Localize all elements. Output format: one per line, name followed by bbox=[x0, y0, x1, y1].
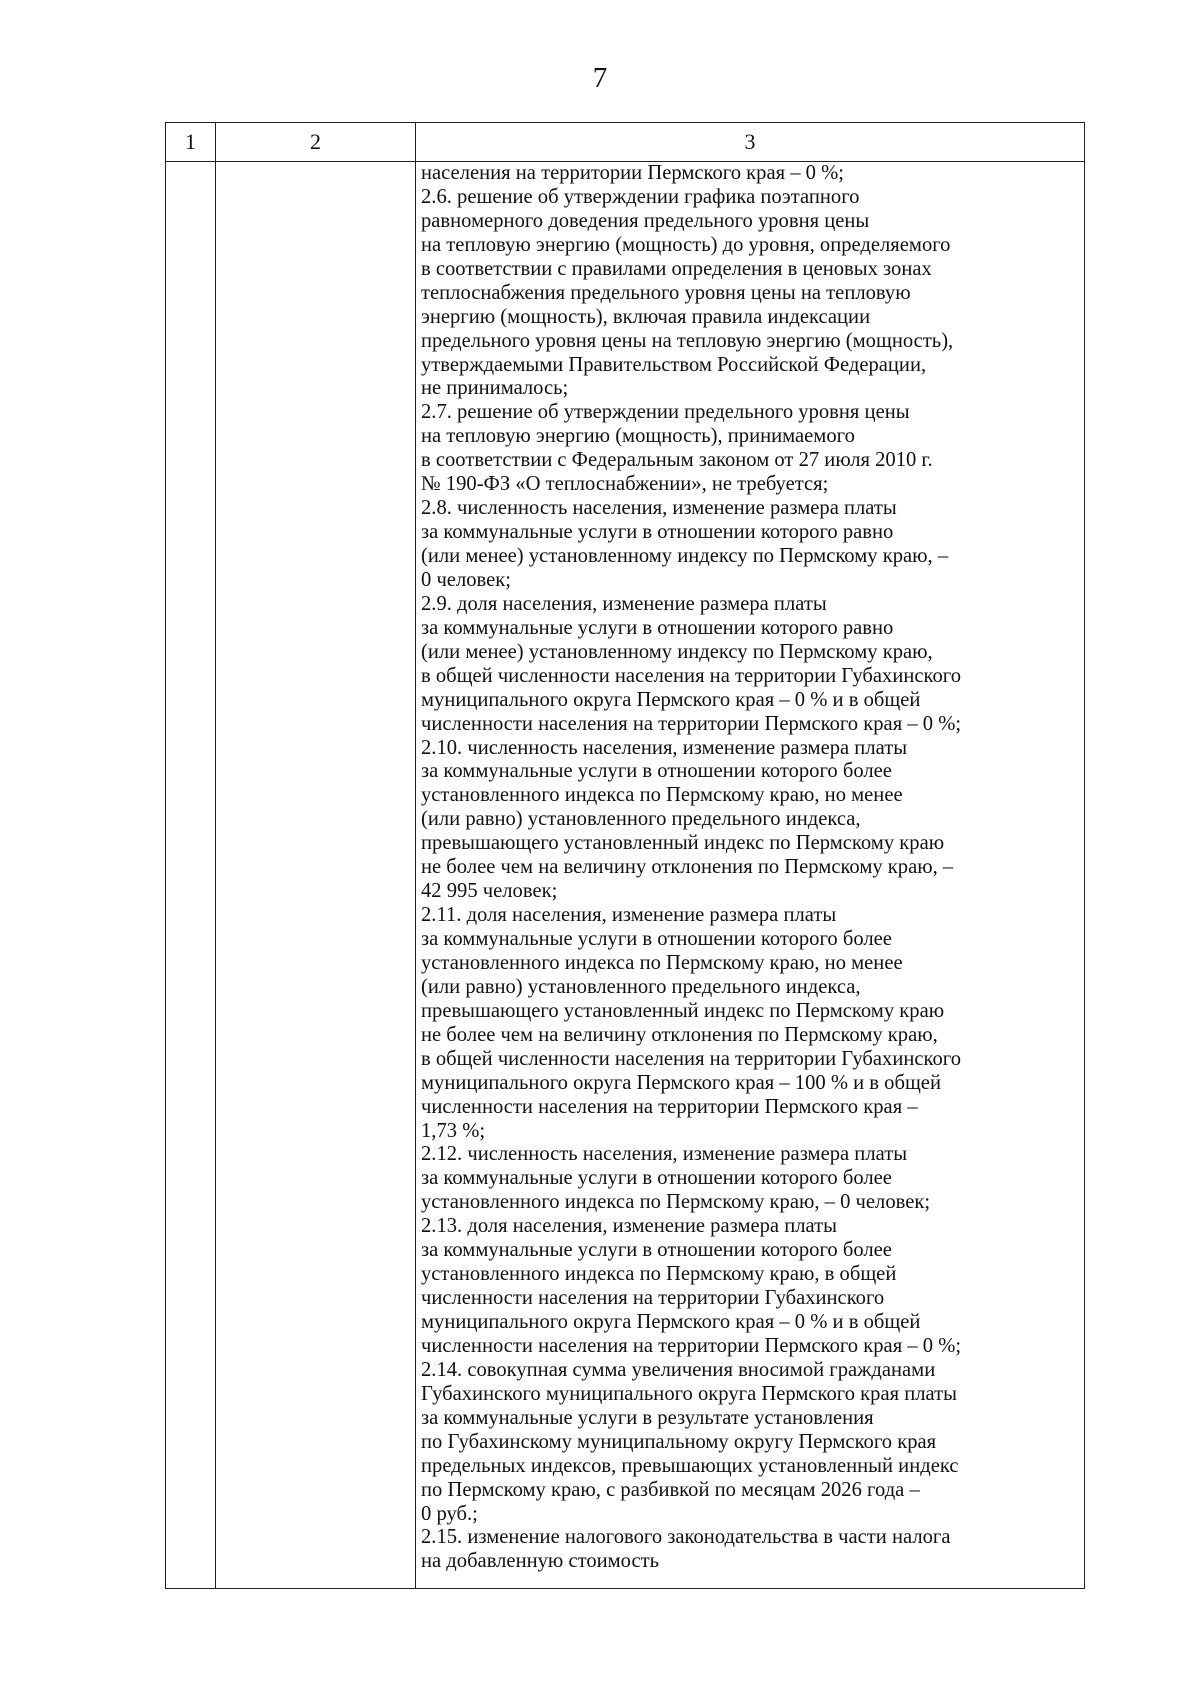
text-line: установленного индекса по Пермскому краю, но менее bbox=[421, 951, 903, 974]
text-line: 2.15. изменение налогового законодательства в части налога bbox=[421, 1526, 951, 1549]
text-line: Губахинского муниципального округа Пермского края платы bbox=[421, 1382, 957, 1405]
text-line: за коммунальные услуги в результате установления bbox=[421, 1406, 874, 1429]
text-line: не принималось; bbox=[421, 377, 569, 400]
cell-col-2 bbox=[216, 162, 416, 1589]
text-line: в общей численности населения на территории Губахинского bbox=[421, 1047, 961, 1070]
text-line: населения на территории Пермского края – 0 %; bbox=[421, 162, 844, 184]
cell-col-1 bbox=[166, 162, 216, 1589]
text-line: 2.10. численность населения, изменение размера платы bbox=[421, 736, 908, 759]
text-line: по Пермскому краю, с разбивкой по месяцам 2026 года – bbox=[421, 1478, 920, 1501]
text-line: 2.7. решение об утверждении предельного уровня цены bbox=[421, 401, 910, 424]
text-line: муниципального округа Пермского края – 100 % и в общей bbox=[421, 1071, 941, 1094]
text-line: за коммунальные услуги в отношении которого более bbox=[421, 928, 892, 950]
text-line: 0 руб.; bbox=[421, 1502, 478, 1525]
text-line: установленного индекса по Пермскому краю, – 0 человек; bbox=[421, 1191, 931, 1214]
cell-col-3 bbox=[416, 162, 1085, 1589]
text-line: 2.13. доля населения, изменение размера платы bbox=[421, 1215, 837, 1238]
column-header-3: 3 bbox=[416, 123, 1085, 162]
text-line: численности населения на территории Пермского края – bbox=[421, 1095, 918, 1118]
text-line: 0 человек; bbox=[421, 568, 511, 591]
text-line: в соответствии с правилами определения в ценовых зонах bbox=[421, 257, 932, 280]
text-line: в общей численности населения на территории Губахинского bbox=[421, 664, 961, 687]
text-line: муниципального округа Пермского края – 0 % и в общей bbox=[421, 688, 921, 711]
text-line: превышающего установленный индекс по Пермскому краю bbox=[421, 832, 945, 855]
text-line: не более чем на величину отклонения по Пермскому краю, bbox=[421, 1023, 938, 1046]
text-line: численности населения на территории Губахинского bbox=[421, 1287, 885, 1310]
text-line: (или менее) установленному индексу по Пермскому краю, – bbox=[421, 545, 949, 567]
text-line: 2.9. доля населения, изменение размера платы bbox=[421, 592, 827, 615]
text-line: установленного индекса по Пермскому краю, но менее bbox=[421, 784, 903, 807]
page-number: 7 bbox=[592, 62, 608, 94]
text-line: 2.11. доля населения, изменение размера платы bbox=[421, 904, 837, 927]
text-line: за коммунальные услуги в отношении которого более bbox=[421, 1239, 892, 1262]
table-row bbox=[166, 162, 1085, 1589]
text-line: 42 995 человек; bbox=[421, 880, 558, 903]
text-line: установленного индекса по Пермскому краю, в общей bbox=[421, 1263, 897, 1286]
text-line: (или равно) установленного предельного индекса, bbox=[421, 808, 861, 831]
text-line: 2.14. совокупная сумма увеличения вносимой гражданами bbox=[421, 1358, 936, 1381]
table-header-row bbox=[166, 123, 1085, 162]
text-line: за коммунальные услуги в отношении которого более bbox=[421, 760, 892, 783]
text-line: превышающего установленный индекс по Пермскому краю bbox=[421, 999, 945, 1022]
text-line: предельного уровня цены на тепловую энергию (мощность), bbox=[421, 329, 954, 352]
column-header-2: 2 bbox=[216, 123, 416, 162]
text-line: (или менее) установленному индексу по Пермскому краю, bbox=[421, 640, 933, 663]
text-line: численности населения на территории Пермского края – 0 %; bbox=[421, 712, 962, 735]
document-table bbox=[165, 122, 1085, 1589]
text-line: энергию (мощность), включая правила индексации bbox=[421, 305, 871, 328]
text-line: муниципального округа Пермского края – 0 % и в общей bbox=[421, 1311, 921, 1333]
text-line: по Губахинскому муниципальному округу Пермского края bbox=[421, 1430, 937, 1453]
text-line: 2.6. решение об утверждении графика поэтапного bbox=[421, 185, 860, 208]
text-line: теплоснабжения предельного уровня цены на тепловую bbox=[421, 281, 911, 304]
column-header-1: 1 bbox=[166, 123, 216, 162]
text-line: предельных индексов, превышающих установленный индекс bbox=[421, 1454, 959, 1477]
text-line: на тепловую энергию (мощность), принимаемого bbox=[421, 425, 855, 448]
text-line: за коммунальные услуги в отношении которого равно bbox=[421, 616, 894, 639]
text-line: не более чем на величину отклонения по Пермскому краю, – bbox=[421, 856, 954, 879]
text-line: за коммунальные услуги в отношении которого более bbox=[421, 1167, 892, 1190]
text-line: утверждаемыми Правительством Российской Федерации, bbox=[421, 353, 927, 376]
text-line: на тепловую энергию (мощность) до уровня, определяемого bbox=[421, 233, 951, 256]
cell-text-block bbox=[416, 162, 1084, 1574]
text-line: 2.8. численность населения, изменение размера платы bbox=[421, 497, 897, 520]
text-line: 1,73 %; bbox=[421, 1119, 486, 1142]
text-line: на добавленную стоимость bbox=[421, 1550, 660, 1573]
text-line: за коммунальные услуги в отношении которого равно bbox=[421, 521, 894, 544]
text-line: в соответствии с Федеральным законом от 27 июля 2010 г. bbox=[421, 449, 933, 472]
text-line: равномерного доведения предельного уровня цены bbox=[421, 209, 870, 232]
text-line: № 190-ФЗ «О теплоснабжении», не требуется; bbox=[421, 473, 829, 496]
text-line: (или равно) установленного предельного индекса, bbox=[421, 975, 861, 998]
text-line: 2.12. численность населения, изменение размера платы bbox=[421, 1143, 908, 1166]
text-line: численности населения на территории Пермского края – 0 %; bbox=[421, 1334, 962, 1357]
